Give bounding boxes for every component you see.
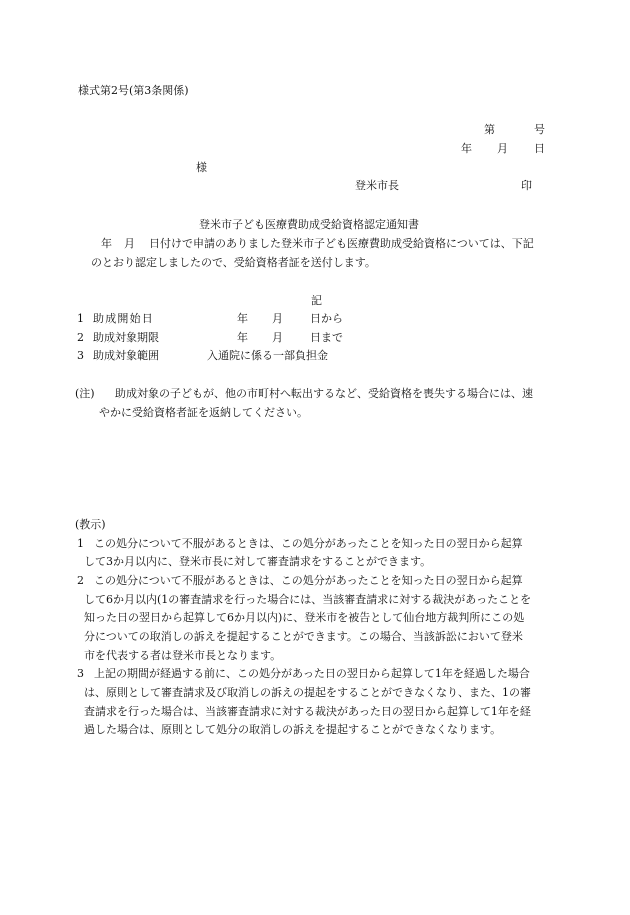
ki-heading: 記 [311, 294, 322, 307]
item-day: 日まで [310, 331, 343, 344]
item-number: 2 [77, 331, 84, 344]
item-year: 年 [237, 331, 248, 344]
item-label: 助成開始日 [93, 312, 154, 325]
instruction-line: は、原則として審査請求及び取消しの訴えの提起をすることができなくなり、また、1の審 [84, 686, 531, 699]
intro-text-line2: のとおり認定しましたので、受給資格者証を送付します。 [91, 256, 376, 269]
instruction-line: 分についての取消しの訴えを提起することができます。この場合、当該訴訟において登米 [84, 630, 523, 643]
issue-date-month: 月 [497, 142, 508, 155]
instruction-line: この処分について不服があるときは、この処分があったことを知った日の翌日から起算 [94, 574, 523, 587]
issue-date-day: 日 [534, 142, 545, 155]
instruction-number: 1 [77, 537, 84, 550]
instruction-line: 査請求を行った場合は、当該審査請求に対する裁決があった日の翌日から起算して1年を経 [84, 705, 531, 718]
instruction-number: 2 [77, 574, 84, 587]
item-value: 入通院に係る一部負担金 [207, 349, 328, 362]
item-day: 日から [310, 312, 343, 325]
item-number: 3 [77, 349, 84, 362]
document-number-suffix: 号 [534, 123, 545, 136]
instruction-heading: (教示) [75, 518, 106, 531]
note-line1: 助成対象の子どもが、他の市町村へ転出するなど、受給資格を喪失する場合には、速 [115, 387, 533, 400]
intro-year: 年 [101, 237, 112, 250]
item-number: 1 [77, 312, 84, 325]
item-month: 月 [272, 331, 283, 344]
instruction-line: この処分について不服があるときは、この処分があったことを知った日の翌日から起算 [94, 537, 523, 550]
instruction-line: 市を代表する者は登米市長となります。 [84, 649, 282, 662]
document-number-prefix: 第 [484, 123, 495, 136]
recipient-suffix: 様 [196, 161, 207, 174]
instruction-line: して6か月以内(1の審査請求を行った場合には、当該審査請求に対する裁決があったことを [84, 593, 532, 606]
item-year: 年 [237, 312, 248, 325]
item-month: 月 [272, 312, 283, 325]
instruction-line: 上記の期間が経過する前に、この処分があった日の翌日から起算して1年を経過した場合 [94, 667, 530, 680]
document-title: 登米市子ども医療費助成受給資格認定通知書 [199, 218, 419, 231]
instruction-line: 過した場合は、原則として処分の取消しの訴えを提起することができなくなります。 [84, 723, 502, 736]
form-id: 様式第2号(第3条関係) [78, 84, 189, 97]
item-label: 助成対象範囲 [93, 349, 159, 362]
instruction-number: 3 [77, 667, 84, 680]
note-line2: やかに受給資格者証を返納してください。 [99, 406, 308, 419]
instruction-line: 知った日の翌日から起算して6か月以内)に、登米市を被告として仙台地方裁判所にこの処 [84, 611, 525, 624]
intro-month: 月 [124, 237, 135, 250]
issuer-name: 登米市長 [355, 179, 399, 192]
intro-text-line1: 日付けで申請のありました登米市子ども医療費助成受給資格については、下記 [149, 237, 534, 250]
item-label: 助成対象期限 [93, 331, 159, 344]
instruction-line: して3か月以内に、登米市長に対して審査請求をすることができます。 [84, 555, 432, 568]
note-label: (注) [75, 387, 95, 400]
seal-mark: 印 [521, 179, 532, 192]
issue-date-year: 年 [461, 142, 472, 155]
